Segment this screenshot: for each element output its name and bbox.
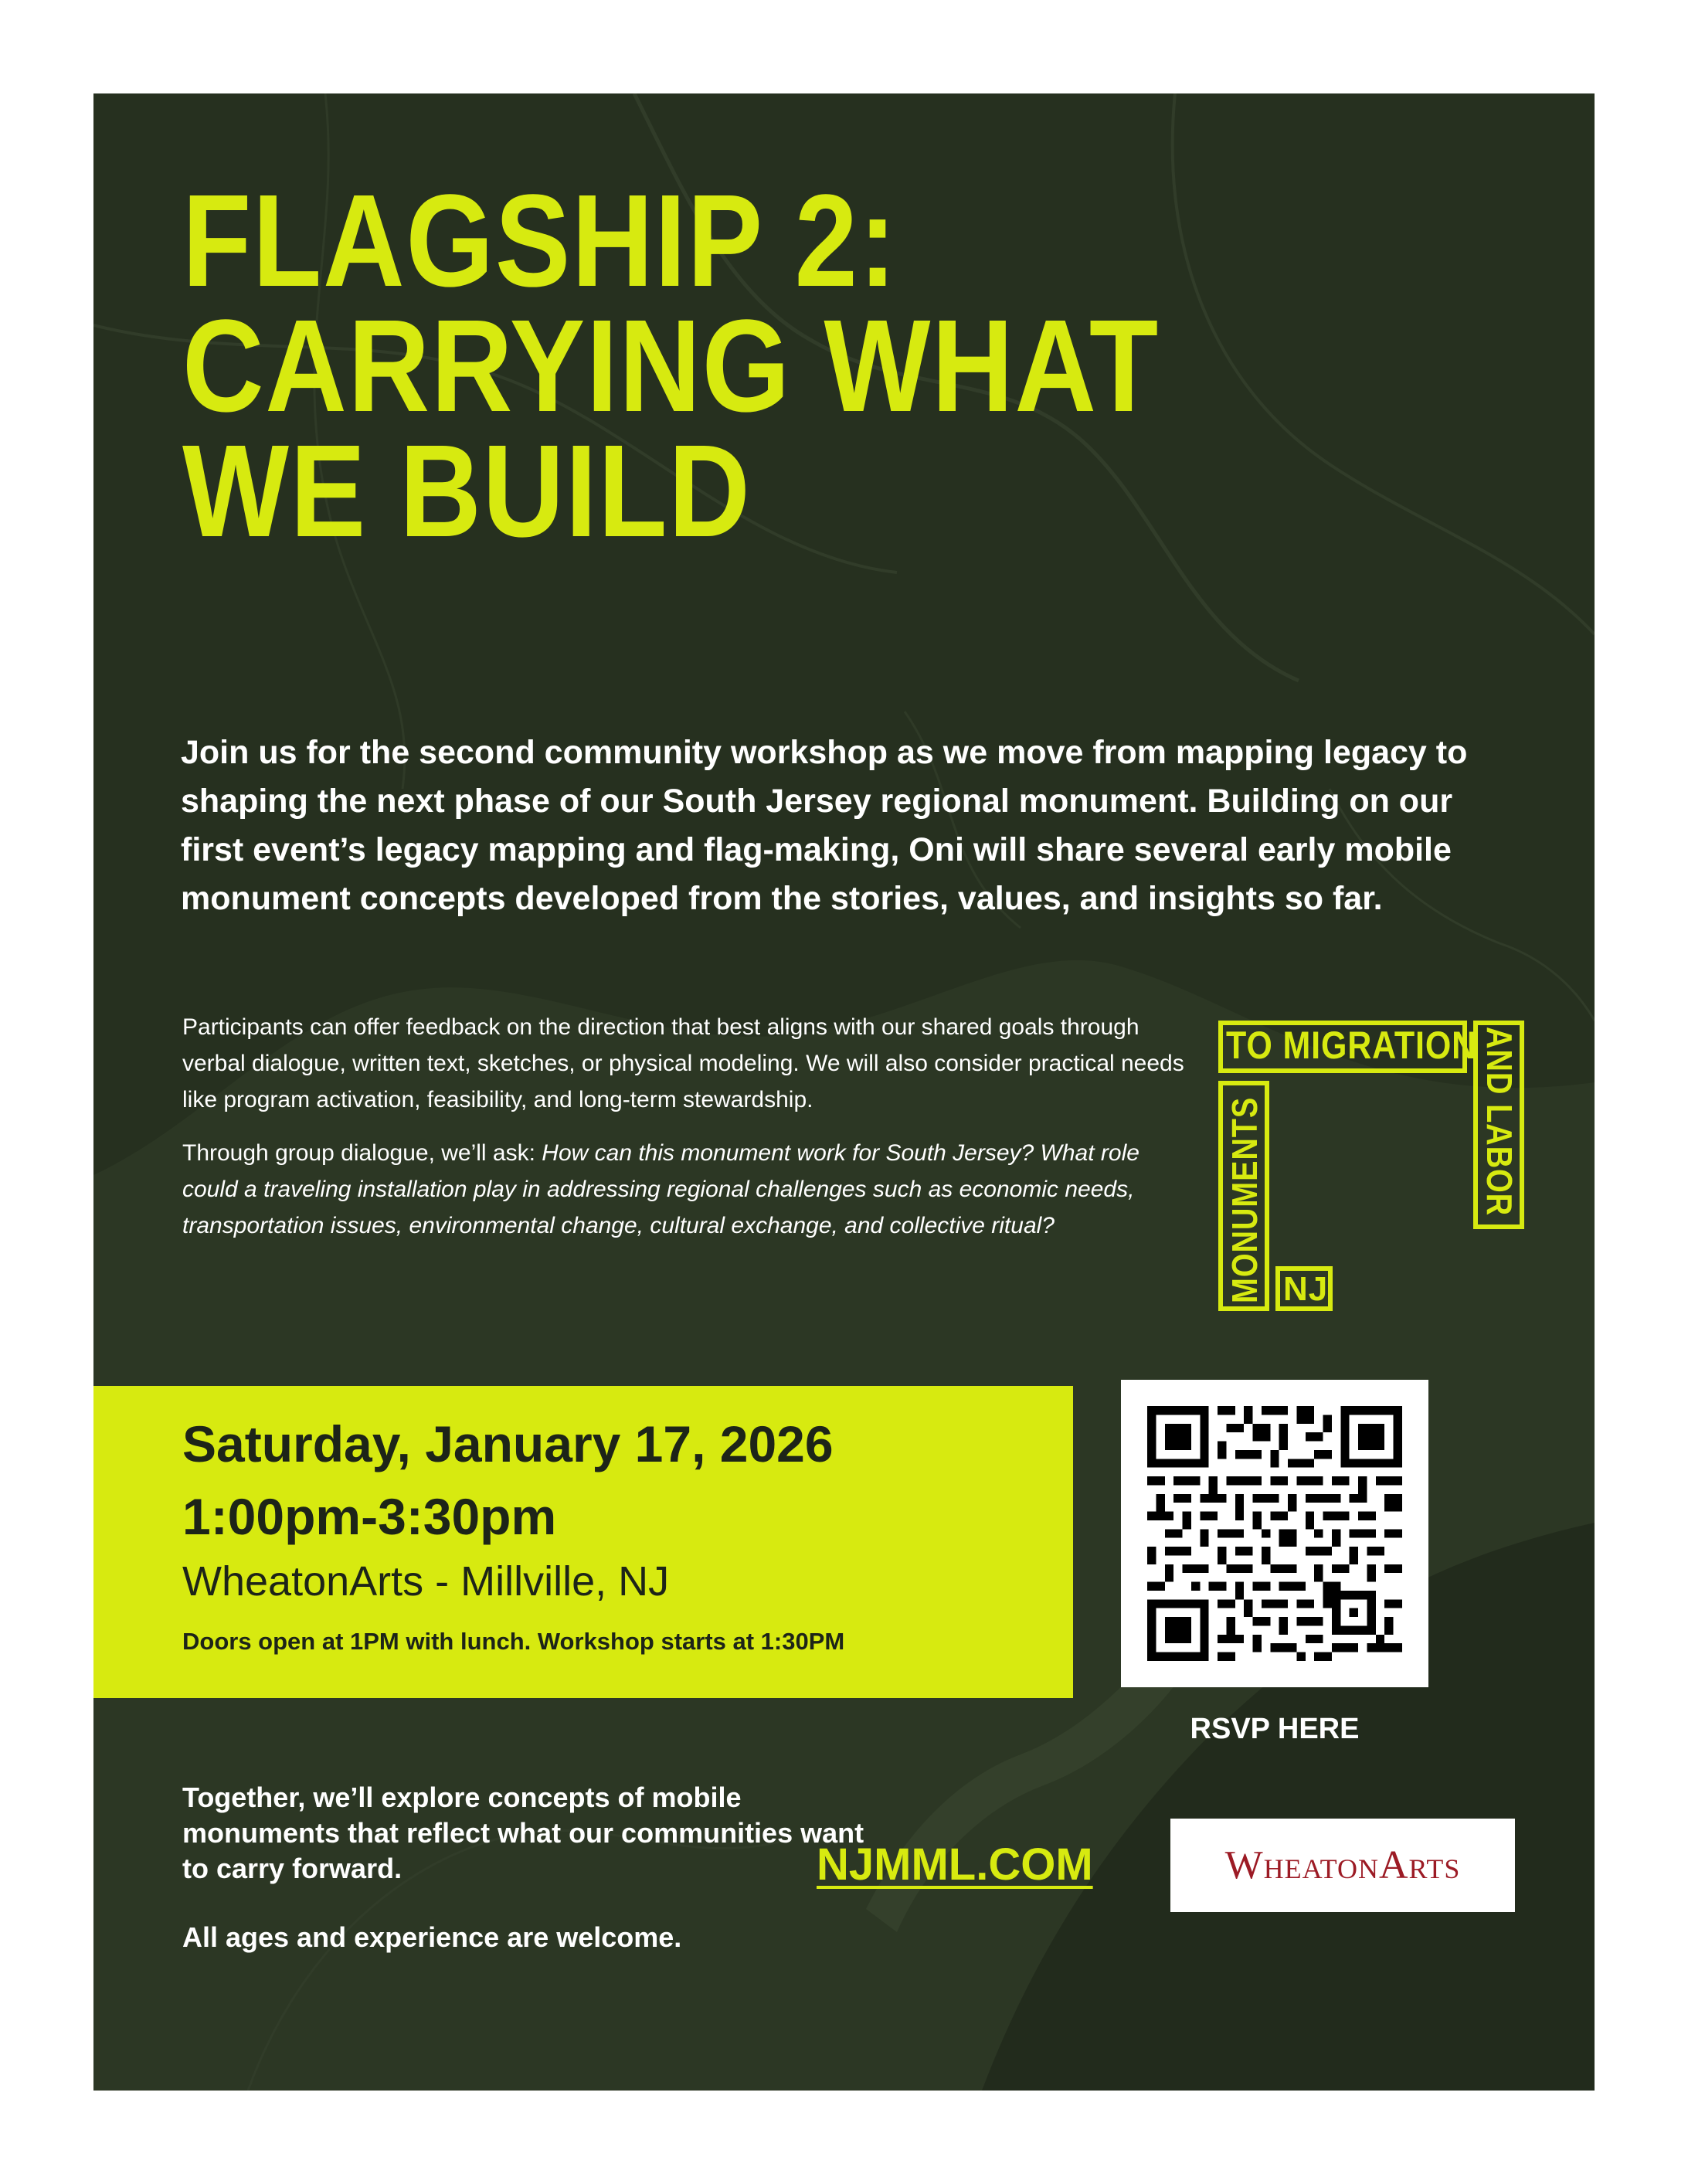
title-line-1: FLAGSHIP 2:: [182, 168, 898, 314]
logo-text-top: TO MIGRATION: [1226, 1024, 1477, 1067]
questions-text: How can this monument work for South Jersey? What role could a traveling installation play in addressing regional challenges such as economic needs, transportation issues, environmental change, cultural exchange, and collective ritual?: [182, 1140, 1139, 1238]
intro-paragraph: Join us for the second community workshop as we move from mapping legacy to shaping the next phase of our South Jersey regional monument. Building on our first event’s legacy mapping and flag-making, Oni will share several early mobile monument concepts developed from the stories, values, and insights so far.: [181, 734, 1468, 917]
title-line-3: WE BUILD: [182, 418, 752, 565]
title-line-2: CARRYING WHAT: [182, 293, 1160, 440]
wheatonarts-logo: [1170, 1819, 1515, 1912]
qr-code-icon[interactable]: [1121, 1380, 1428, 1687]
event-venue: WheatonArts - Millville, NJ: [182, 1558, 670, 1605]
logo-text-left: MONUMENTS: [1224, 1096, 1265, 1303]
body-copy: [182, 1009, 1187, 1261]
event-time: 1:00pm-3:30pm: [182, 1488, 557, 1545]
logo-text-right: AND LABOR: [1479, 1027, 1520, 1217]
event-date: Saturday, January 17, 2026: [182, 1415, 834, 1472]
closing-text: Together, we’ll explore concepts of mobile monuments that reflect what our communities want to carry forward.: [182, 1782, 864, 1884]
event-flyer: [93, 93, 1595, 2091]
event-title: [182, 168, 1345, 565]
qr-code-graphic: [1147, 1406, 1402, 1661]
welcome-text: All ages and experience are welcome.: [182, 1921, 682, 1953]
questions-paragraph: [182, 1135, 1187, 1244]
event-note: Doors open at 1PM with lunch. Workshop starts at 1:30PM: [182, 1628, 845, 1655]
logo-text-bottom: NJ: [1283, 1270, 1329, 1308]
monuments-logo: [1118, 1021, 1550, 1407]
rsvp-label: RSVP HERE: [1190, 1713, 1360, 1745]
feedback-paragraph: Participants can offer feedback on the direction that best aligns with our shared goals through verbal dialogue, written text, sketches, or physical modeling. We will also consider practical needs like program activation, feasibility, and long-term stewardship.: [182, 1014, 1184, 1112]
website-link[interactable]: NJMML.COM: [817, 1839, 1093, 1890]
partner-name: WheatonArts: [1224, 1843, 1461, 1887]
questions-lead: Through group dialogue, we’ll ask:: [182, 1140, 542, 1166]
